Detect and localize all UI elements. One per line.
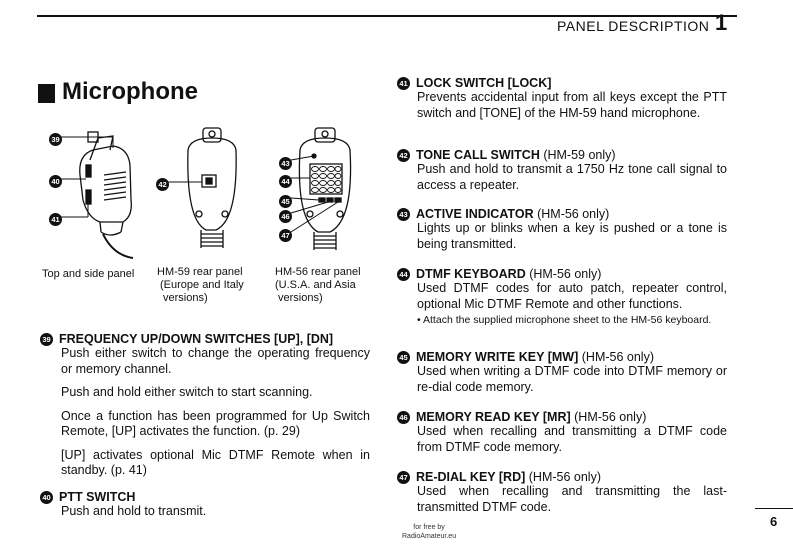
top-side-mic-drawing [80,132,133,258]
header-rule [37,15,737,17]
callout-39: 39 [49,130,68,148]
section-41-heading: 41 LOCK SWITCH [LOCK] [397,76,727,90]
section-42-heading: 42 TONE CALL SWITCH (HM-59 only) [397,148,727,162]
section-46: 46 MEMORY READ KEY [MR] (HM-56 only) Used when recalling and transmitting a DTMF code from DTMF code memory. [397,410,727,455]
page-corner-rule [755,508,793,509]
hm56-rear-drawing [299,128,350,250]
section-44: 44 DTMF KEYBOARD (HM-56 only) Used DTMF codes for auto patch, repeater control, optional Mic DTMF Remote and other functions. • Attach the supplied microphone sheet to the HM-56 keyboard. [397,267,727,327]
callout-47: 47 [279,226,298,244]
callout-41: 41 [49,210,68,228]
section-46-heading: 46 MEMORY READ KEY [MR] (HM-56 only) [397,410,727,424]
section-45: 45 MEMORY WRITE KEY [MW] (HM-56 only) Used when writing a DTMF code into DTMF memory or re-dial code memory. [397,350,727,395]
callout-42: 42 [156,175,175,193]
callout-45: 45 [279,192,298,210]
footer-credit: for free by RadioAmateur.eu [402,524,457,540]
section-47-heading: 47 RE-DIAL KEY [RD] (HM-56 only) [397,470,727,484]
callout-46: 46 [279,207,298,225]
section-40: 40 PTT SWITCH Push and hold to transmit. [40,490,370,520]
section-43-heading: 43 ACTIVE INDICATOR (HM-56 only) [397,207,727,221]
section-44-heading: 44 DTMF KEYBOARD (HM-56 only) [397,267,727,281]
microphone-diagram [38,120,378,260]
section-43: 43 ACTIVE INDICATOR (HM-56 only) Lights up or blinks when a key is pushed or a tone is being transmitted. [397,207,727,252]
caption-hm56: HM-56 rear panel (U.S.A. and Asia versions) [275,266,361,304]
caption-top-side: Top and side panel [42,268,135,280]
title-square-bullet [38,84,55,103]
page-number: 6 [770,514,778,529]
section-41: 41 LOCK SWITCH [LOCK] Prevents accidental input from all keys except the PTT switch and [TONE] of the HM-59 hand microphone. [397,76,727,121]
header-chapter-number: 1 [715,10,728,35]
callout-40: 40 [49,172,68,190]
section-45-heading: 45 MEMORY WRITE KEY [MW] (HM-56 only) [397,350,727,364]
hm59-rear-drawing [188,128,236,248]
header-section-title: PANEL DESCRIPTION [557,18,710,34]
section-40-heading: 40 PTT SWITCH [40,490,370,504]
section-47: 47 RE-DIAL KEY [RD] (HM-56 only) Used when recalling and transmitting the last-transmitted DTMF code. [397,470,727,515]
page-title: Microphone [62,78,198,105]
section-39-heading: 39 FREQUENCY UP/DOWN SWITCHES [UP], [DN] [40,332,370,346]
section-42: 42 TONE CALL SWITCH (HM-59 only) Push and hold to transmit a 1750 Hz tone call signal to access a repeater. [397,148,727,193]
callout-44: 44 [279,172,298,190]
section-39: 39 FREQUENCY UP/DOWN SWITCHES [UP], [DN] Push either switch to change the operating frequency or memory channel. Push and hold either switch to start scanning. Once a function has been programmed for Up Switch Remote, [UP] activates the function. (p. 29) [UP] activates optional Mic DTMF Remote when in standby. (p. 41) [40,332,370,479]
callout-43: 43 [279,154,298,172]
caption-hm59: HM-59 rear panel (Europe and Italy versions) [157,266,244,304]
